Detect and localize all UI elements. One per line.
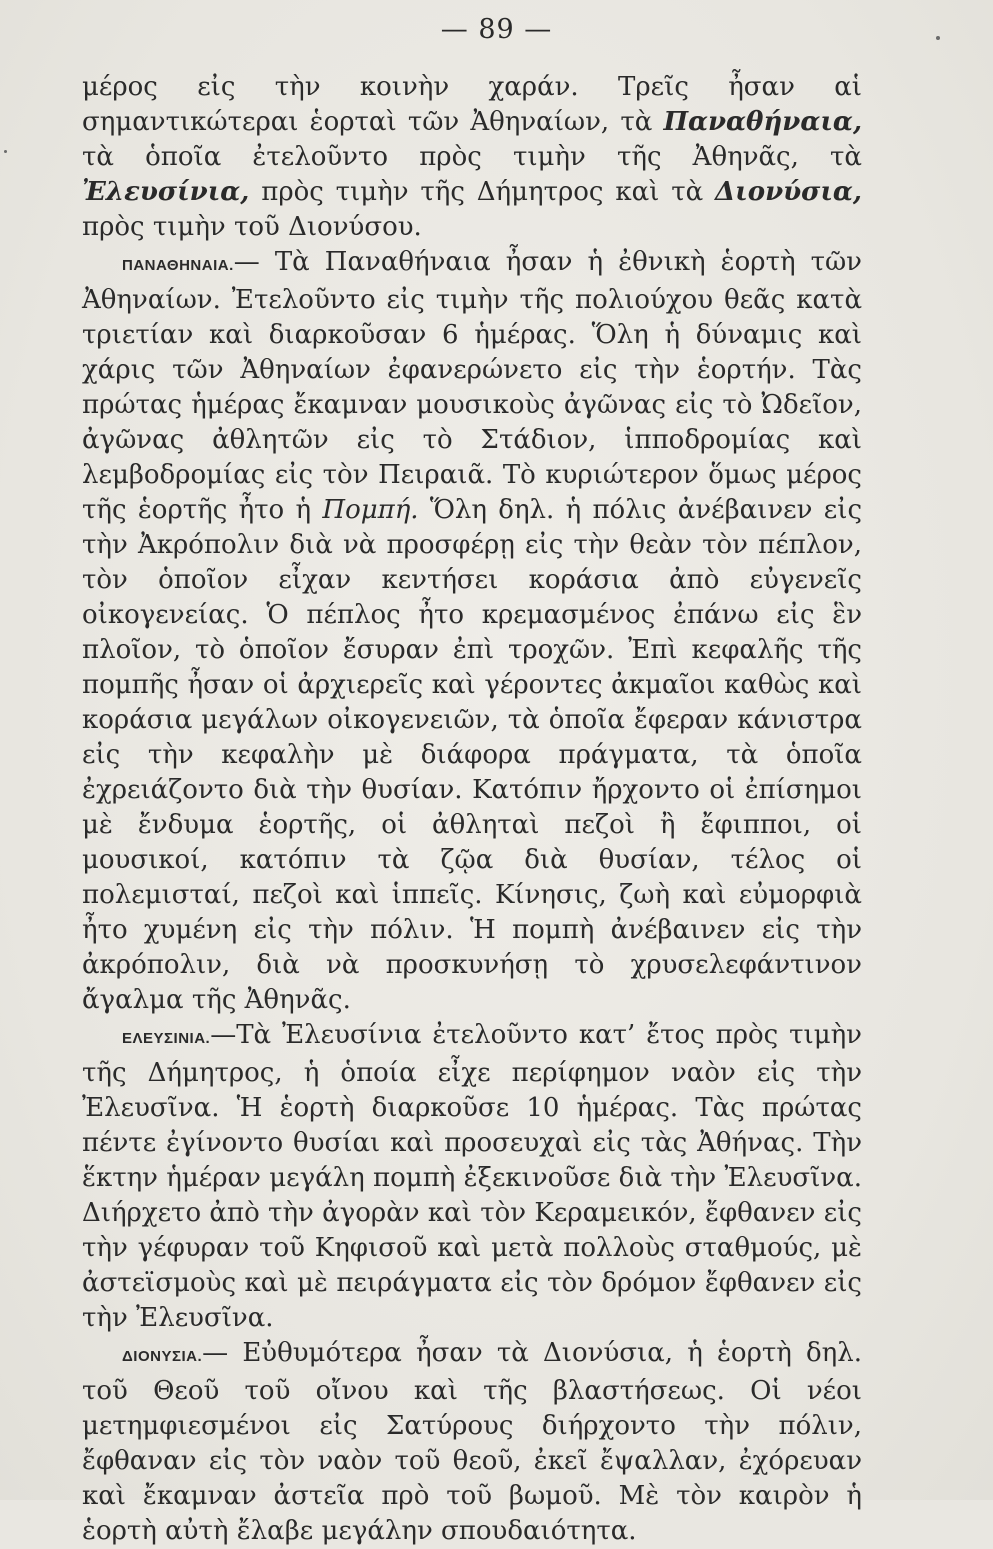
intro-text-3: πρὸς τιμὴν τῆς Δήμητρος καὶ τὰ xyxy=(249,177,715,207)
intro-text-4: πρὸς τιμὴν τοῦ Διονύσου. xyxy=(82,212,422,242)
term-eleusinia: Ἐλευσίνια, xyxy=(82,177,250,207)
dionysia-heading: ΔΙΟΝΥΣΙΑ. xyxy=(122,1348,203,1365)
panathenaia-text-1: — Τὰ Παναθήναια ἦσαν ἡ ἐθνικὴ ἑορτὴ τῶν Ἀθηναίων. Ἐτελοῦντο εἰς τιμὴν τῆς πολιούχου θεᾶς κατὰ τριετίαν καὶ διαρκοῦσαν 6 ἡμέρας. Ὅλη ἡ δύναμις καὶ χάρις τῶν Ἀθηναίων ἐφανερώνετο εἰς τὴν ἑορτήν. Τὰς πρώτας ἡμέρας ἔκαμναν μουσικοὺς ἀγῶνας εἰς τὸ Ὠδεῖον, ἀγῶνας ἀθλητῶν εἰς τὸ Στάδιον, ἱπποδρομίας καὶ λεμβοδρομίας εἰς τὸν Πειραιᾶ. Τὸ κυριώτερον ὅμως μέρος τῆς ἑορτῆς ἦτο ἡ xyxy=(82,247,862,525)
paper-speck xyxy=(4,150,7,153)
dionysia-text: — Εὐθυμότερα ἦσαν τὰ Διονύσια, ἡ ἑορτὴ δηλ. τοῦ Θεοῦ τοῦ οἴνου καὶ τῆς βλαστήσεως. Οἱ νέοι μετημφιεσμένοι εἰς Σατύρους διήρχοντο τὴν πόλιν, ἔφθαναν εἰς τὸν ναὸν τοῦ θεοῦ, ἐκεῖ ἔψαλλαν, ἐχόρευαν καὶ ἔκαμναν ἀστεῖα πρὸ τοῦ βωμοῦ. Μὲ τὸν καιρὸν ἡ ἑορτὴ αὐτὴ ἔλαβε μεγάλην σπουδαιότητα. xyxy=(82,1338,862,1546)
panathenaia-text-2: Ὅλη δηλ. ἡ πόλις ἀνέβαινεν εἰς τὴν Ἀκρόπολιν διὰ νὰ προσφέρῃ εἰς τὴν θεὰν τὸν πέπλον, τὸν ὁποῖον εἶχαν κεντήσει κοράσια ἀπὸ εὐγενεῖς οἰκογενείας. Ὁ πέπλος ἦτο κρεμασμένος ἐπάνω εἰς ἓν πλοῖον, τὸ ὁποῖον ἔσυραν ἐπὶ τροχῶν. Ἐπὶ κεφαλῆς τῆς πομπῆς ἦσαν οἱ ἀρχιερεῖς καὶ γέροντες ἀκμαῖοι καθὼς καὶ κοράσια μεγάλων οἰκογενειῶν, τὰ ὁποῖα ἔφεραν κάνιστρα εἰς τὴν κεφαλὴν μὲ διάφορα πράγματα, τὰ ὁποῖα ἐχρειάζοντο διὰ τὴν θυσίαν. Κατόπιν ἤρχοντο οἱ ἐπίσημοι μὲ ἔνδυμα ἑορτῆς, οἱ ἀθληταὶ πεζοὶ ἢ ἔφιπποι, οἱ μουσικοί, κατόπιν τὰ ζῷα διὰ θυσίαν, τέλος οἱ πολεμισταί, πεζοὶ καὶ ἱππεῖς. Κίνησις, ζωὴ καὶ εὐμορφιὰ ἦτο χυμένη εἰς τὴν πόλιν. Ἡ πομπὴ ἀνέβαινεν εἰς τὴν ἀκρόπολιν, διὰ νὰ προσκυνήσῃ τὸ χρυσελεφάντινον ἄγαλμα τῆς Ἀθηνᾶς. xyxy=(82,495,863,1015)
intro-paragraph xyxy=(82,70,862,245)
eleusinia-paragraph xyxy=(82,1018,862,1336)
paper-speck xyxy=(936,36,940,40)
panathenaia-paragraph xyxy=(82,245,862,1018)
term-dionysia: Διονύσια, xyxy=(715,177,862,207)
intro-text-1: μέρος εἰς τὴν κοινὴν χαράν. Τρεῖς ἦσαν αἱ σημαντικώτεραι ἑορταὶ τῶν Ἀθηναίων, τὰ xyxy=(82,72,862,137)
panathenaia-heading: ΠΑΝΑΘΗΝΑΙΑ. xyxy=(122,257,234,274)
term-panathenaia: Παναθήναια, xyxy=(663,107,862,137)
page-number: — 89 — xyxy=(440,14,553,45)
dionysia-paragraph xyxy=(82,1336,862,1549)
eleusinia-text: —Τὰ Ἐλευσίνια ἐτελοῦντο κατ’ ἔτος πρὸς τιμὴν τῆς Δήμητρος, ἡ ὁποία εἶχε περίφημον ναὸν εἰς τὴν Ἐλευσῖνα. Ἡ ἑορτὴ διαρκοῦσε 10 ἡμέρας. Τὰς πρώτας πέντε ἐγίνοντο θυσίαι καὶ προσευχαὶ εἰς τὰς Ἀθήνας. Τὴν ἕκτην ἡμέραν μεγάλη πομπὴ ἐξεκινοῦσε διὰ τὴν Ἐλευσῖνα. Διήρχετο ἀπὸ τὴν ἀγορὰν καὶ τὸν Κεραμεικόν, ἔφθανεν εἰς τὴν γέφυραν τοῦ Κηφισοῦ καὶ μετὰ πολλοὺς σταθμούς, μὲ ἀστεϊσμοὺς καὶ μὲ πειράγματα εἰς τὸν δρόμον ἔφθανεν εἰς τὴν Ἐλευσῖνα. xyxy=(82,1020,862,1333)
body-text xyxy=(82,70,862,1549)
eleusinia-heading: ΕΛΕΥΣΙΝΙΑ. xyxy=(122,1030,211,1047)
intro-text-2: τὰ ὁποῖα ἐτελοῦντο πρὸς τιμὴν τῆς Ἀθηνᾶς, τὰ xyxy=(82,142,862,172)
term-pompi: Πομπή. xyxy=(322,495,419,525)
